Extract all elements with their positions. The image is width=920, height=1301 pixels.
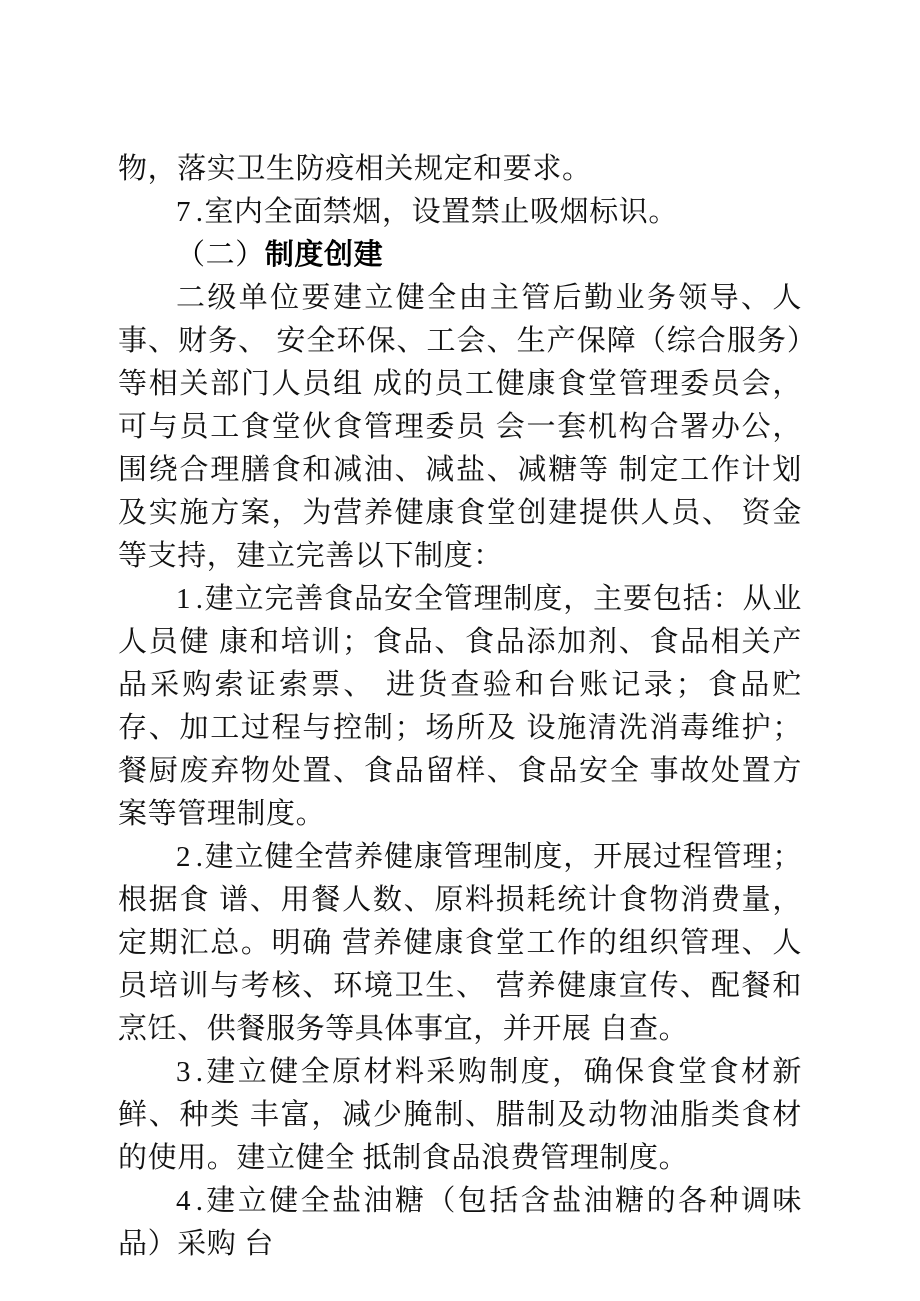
item-text-4: 建立健全盐油糖（包括含盐油糖的各种调味品）采购 台: [118, 1185, 802, 1260]
paragraph-intro: 二级单位要建立健全由主管后勤业务领导、人事、财务、 安全环保、工会、生产保障（综合服务）等相关部门人员组 成的员工健康食堂管理委员会，可与员工食堂伙食管理委员 会一套机构合署办公，围绕合理膳食和减油、减盐、减糖等 制定工作计划及实施方案，为营养健康食堂创建提供人员、 资金等支持，建立完善以下制度：: [118, 282, 802, 572]
item-period-2: .: [195, 841, 203, 873]
item-period-1: .: [195, 583, 203, 615]
item-number-1: 1: [176, 583, 191, 615]
section-heading-2: [118, 234, 802, 277]
heading-paren-close: ）: [235, 239, 265, 271]
document-text-column: [118, 148, 802, 1266]
item-marker-2: [176, 841, 204, 873]
numbered-item-1: [118, 578, 802, 836]
numbered-item-3: [118, 1051, 802, 1180]
item-marker-3: [176, 1056, 204, 1088]
item-text-7: 室内全面禁烟，设置禁止吸烟标识。: [204, 196, 679, 228]
item-marker-4: [176, 1185, 204, 1217]
item-period-4: .: [195, 1185, 203, 1217]
heading-title: 制度创建: [264, 239, 384, 271]
item-text-1: 建立完善食品安全管理制度，主要包括：从业人员健 康和培训；食品、食品添加剂、食品相关产品采购索证索票、 进货查验和台账记录；食品贮存、加工过程与控制；场所及 设施清洗消毒维护；餐厨废弃物处置、食品留样、食品安全 事故处置方案等管理制度。: [118, 583, 802, 830]
item-number-3: 3: [176, 1056, 191, 1088]
numbered-item-4: [118, 1180, 802, 1266]
paragraph-continuation-line: 物，落实卫生防疫相关规定和要求。: [118, 153, 592, 185]
item-number-2: 2: [176, 841, 191, 873]
item-text-2: 建立健全营养健康管理制度，开展过程管理；根据食 谱、用餐人数、原料损耗统计食物消费量，定期汇总。明确 营养健康食堂工作的组织管理、人员培训与考核、环境卫生、 营养健康宣传、配餐和烹饪、供餐服务等具体事宜，并开展 自查。: [118, 841, 802, 1045]
numbered-item-7: [118, 191, 802, 234]
item-number-7: 7: [176, 196, 191, 228]
heading-ordinal: 二: [205, 239, 236, 271]
heading-paren-open: （: [176, 239, 206, 271]
numbered-item-2: [118, 836, 802, 1051]
item-marker-1: [176, 583, 204, 615]
item-number-4: 4: [176, 1185, 191, 1217]
item-period-7: .: [195, 196, 203, 228]
item-period-3: .: [195, 1056, 203, 1088]
item-marker-7: [176, 196, 204, 228]
item-text-3: 建立健全原材料采购制度，确保食堂食材新鲜、种类 丰富，减少腌制、腊制及动物油脂类食材的使用。建立健全 抵制食品浪费管理制度。: [118, 1056, 802, 1174]
